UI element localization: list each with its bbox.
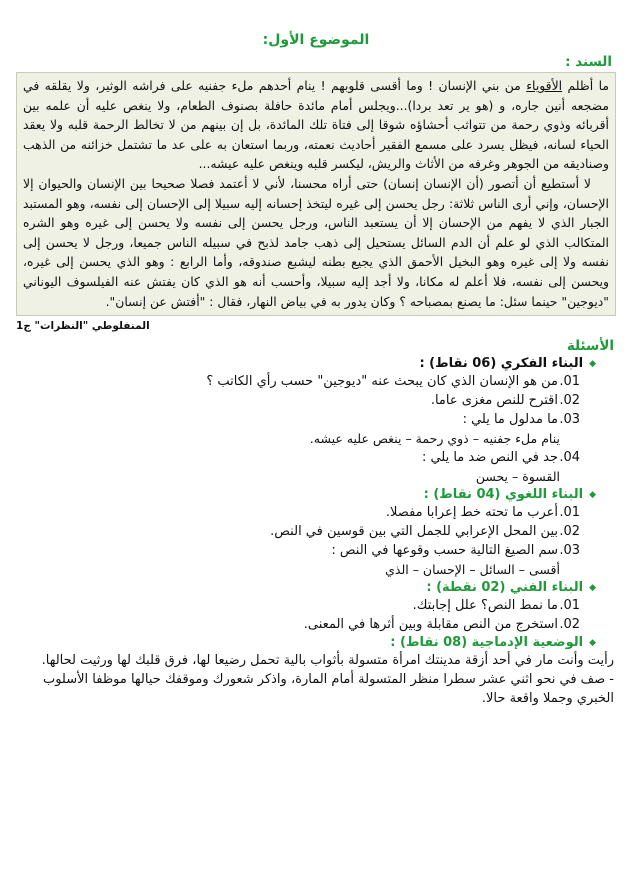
section-heading-artistic [16,580,596,595]
section-heading-text: البناء الفكري (06 نقاط) : [419,356,584,372]
source-citation: المنفلوطي "النظرات" ج1 [16,320,150,333]
section-heading-text: البناء اللغوي (04 نقاط) : [423,487,584,503]
question-number: 01. [559,374,580,390]
question-sub-text: القسوة – يحسن [475,469,560,485]
text-paragraph-2: لا أستطيع أن أتصور (أن الإنسان إنسان) حتى أراه محسنا، لأني لا أعتمد فصلا صحيحا بين الإنسان والحيوان إلا الإحسان، وإني أرى الناس ثلاثة: رجل يحسن إلى غيره ليتخذ إحسانه إليه سبيلا إلى الإحسان إلى نفسه، وهو المستبد الجبار الذي لا يفهم من الإحسان إلا أن يستعبد الناس، ورجل يحسن إلى نفسه ولا يحسن إلى غيره وهو الشره المتكالب الذي لو علم أن الدم السائل يستحيل إلى ذهب جامد لذبح في سبيله الناس جميعا، ورجل لا يحسن إلى نفسه ولا إلى غيره وهو البخيل الأحمق الذي يجيع بطنه ليشبع صندوقه، وأما الرابع : وهو الذي يحسن إلى غيره، ويحسن إلى نفسه، فلا أعلم له مكانا، ولا أجد إليه سبيلا، وأحسب أنه هو الذي كان يفتش عنه الفيلسوف اليوناني "ديوجين" حينما سئل: ما يصنع بمصباحه ؟ وكان يدور به في بياض النهار، فقال : "أفتش عن إنسان". [23,175,609,309]
question-item [16,391,580,410]
question-text: من هو الإنسان الذي كان يبحث عنه "ديوجين" حسب رأي الكاتب ؟ [206,374,558,390]
question-text: اقترح للنص مغزى عاما. [430,393,558,409]
question-item [16,541,580,560]
question-number: 04. [559,450,580,466]
question-number: 03. [559,543,580,559]
section-heading-linguistic [16,487,596,502]
integrative-situation: رأيت وأنت مار في أحد أزقة مدينتك امرأة متسولة بأثواب بالية تحمل رضيعا لها، فرق قلبك لها ورثيت لحالها. [41,653,614,669]
question-item [16,522,580,541]
question-item [16,448,580,467]
questions-title: الأسئلة [566,338,614,355]
question-number: 02. [559,393,580,409]
diamond-icon: ◆ [589,489,596,500]
section-heading-integrative [16,635,596,650]
question-item [16,615,580,634]
question-number: 02. [559,617,580,633]
underlined-word: الأقوياء [526,78,563,93]
question-text: أعرب ما تحته خط إعرابا مفصلا. [385,505,558,521]
source-text-box [16,72,616,316]
integrative-task: - صف في نحو اثني عشر سطرا منظر المتسولة أمام المارة، واذكر شعورك وموقفك حيالها موظفا الأسلوب الخبري وجملا واقعة حالا. [42,672,614,707]
question-item [16,410,580,429]
question-number: 02. [559,524,580,540]
question-sub-text: ينام ملء جفنيه – ذوي رحمة – ينغص عليه عيشه. [309,431,560,447]
section-heading-intellectual [16,356,596,371]
question-number: 01. [559,598,580,614]
question-text: استخرج من النص مقابلة وبين أثرها في المعنى. [303,617,558,633]
question-sub-text: أقسى – السائل – الإحسان – الذي [385,562,560,578]
question-item [16,503,580,522]
question-text: ما مدلول ما يلي : [462,412,558,428]
page-title: الموضوع الأول: [262,32,370,48]
question-number: 01. [559,505,580,521]
question-item [16,596,580,615]
text-fragment: من بني الإنسان ! وما أقسى قلوبهم ! ينام أحدهم ملء جفنيه على فراشه الوثير، ولا يقلقه في مضجعه أنين جاره، و (هو ير تعد بردا)...ويجلس أمام مائدة حافلة بصنوف الطعام، ولا ينغص عليه أن علمه بين أقربائه وذوي رحمة من تتواثب أحشاؤه شوقا إلى فتاة تلك المائدة، بل إن بينهم من لا تخالط الرحمة قلبه ولا يعقد الحياء لسانه، فيظل يسرد على مسمع الفقير أحاديث نعمته، وربما استعان به على عد ما تشتمل خزائنه من الذهب وصناديقه من الجوهر وغرفه من الأثاث والريش، ليكسر قلبه وينغص عليه عيشه... [23,78,609,172]
text-fragment: ما أظلم [562,78,609,93]
question-number: 03. [559,412,580,428]
question-item [16,372,580,391]
section-heading-text: الوضعية الإدماجية (08 نقاط) : [390,635,584,651]
question-text: ما نمط النص؟ علل إجابتك. [412,598,558,614]
text-paragraph-1 [23,76,609,174]
section-heading-text: البناء الفني (02 نقطة) : [426,580,584,596]
question-text: بين المحل الإعرابي للجمل التي بين قوسين في النص. [270,524,558,540]
diamond-icon: ◆ [589,358,596,369]
question-text: جد في النص ضد ما يلي : [421,450,558,466]
question-text: سم الصيغ التالية حسب وقوعها في النص : [331,543,558,559]
diamond-icon: ◆ [589,582,596,593]
text-label: السند : [565,54,612,70]
diamond-icon: ◆ [589,637,596,648]
